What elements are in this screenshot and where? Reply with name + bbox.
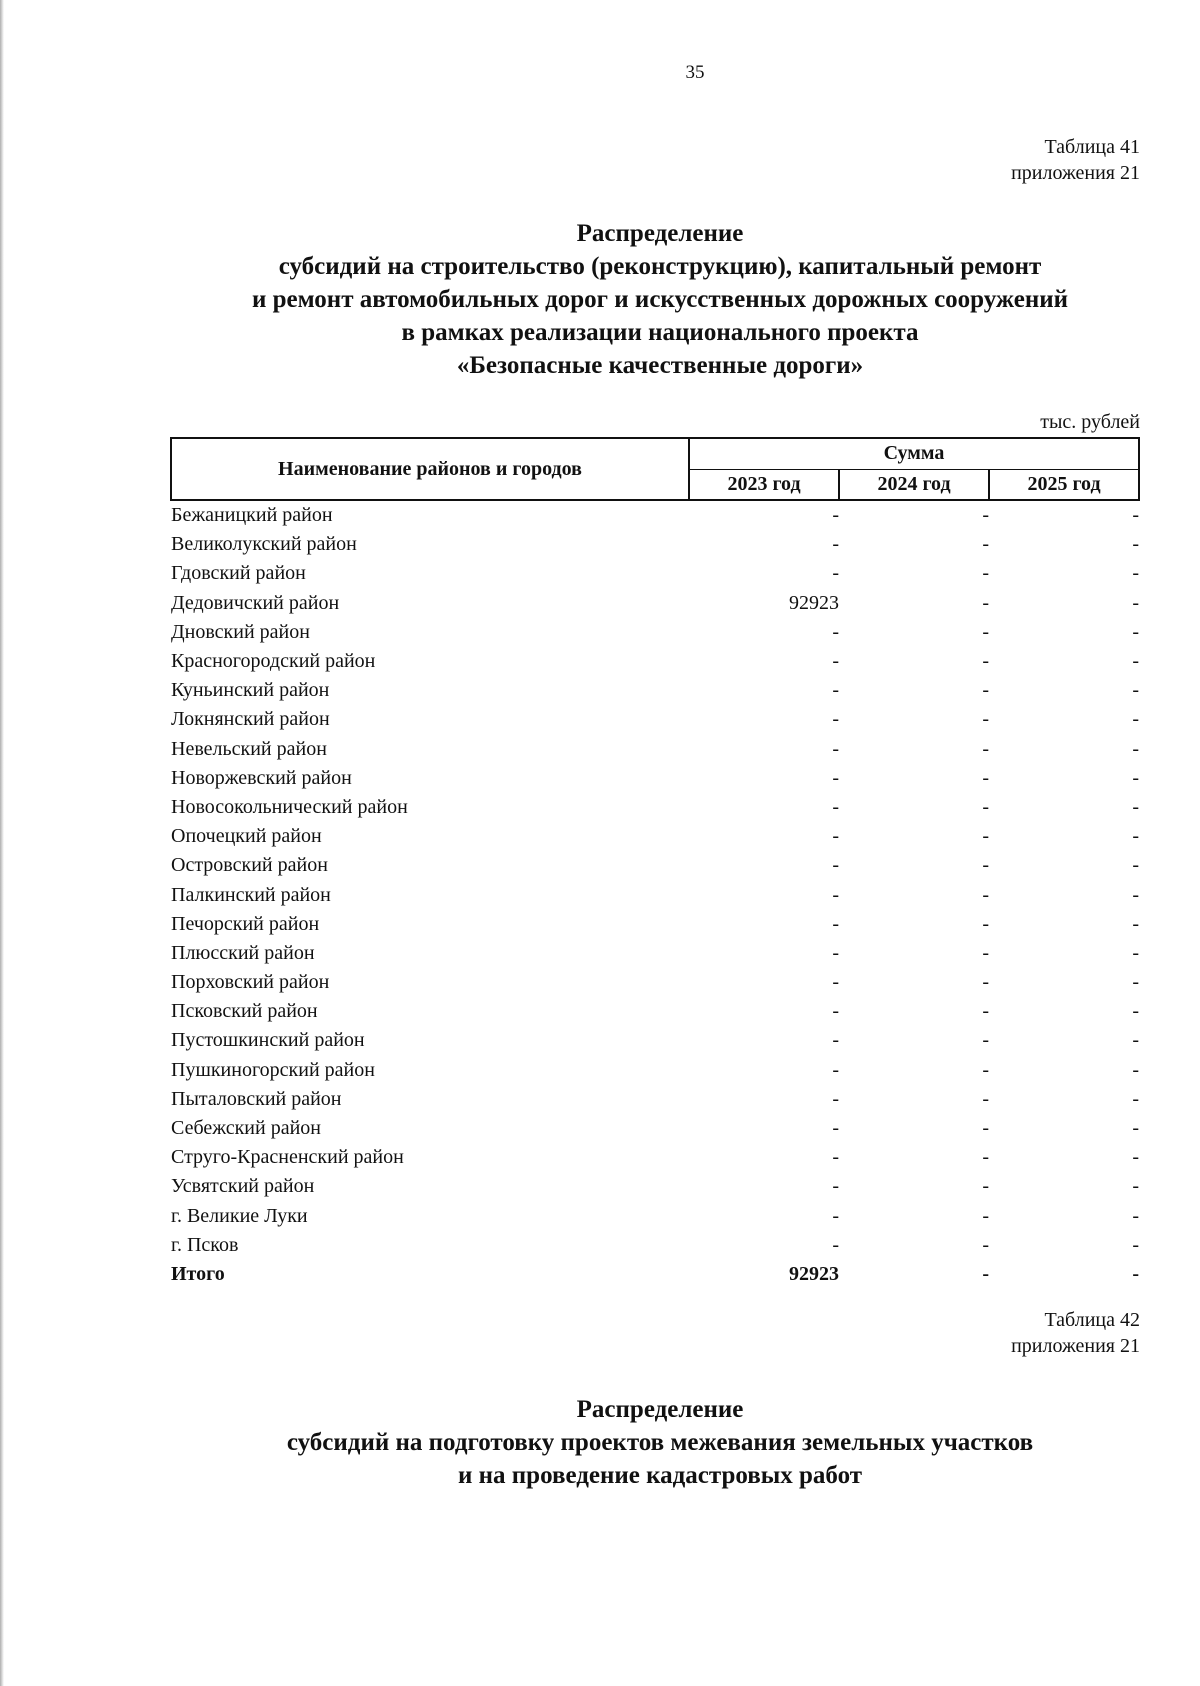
value-2023: - xyxy=(832,1146,839,1169)
value-2024: - xyxy=(982,1029,989,1052)
value-2025: - xyxy=(1132,650,1140,673)
table-row xyxy=(171,530,1139,559)
table-row xyxy=(171,997,1139,1026)
value-2023: - xyxy=(832,1058,839,1081)
value-2025: - xyxy=(1132,504,1140,527)
value-2023: - xyxy=(832,1029,839,1052)
table-row xyxy=(171,559,1139,588)
value-2023: - xyxy=(832,912,839,935)
table-row xyxy=(171,1026,1139,1055)
value-2023: 92923 xyxy=(789,591,839,614)
table-42-label: Таблица 42 xyxy=(1044,1309,1140,1331)
header-sum: Сумма xyxy=(689,438,1139,469)
value-2024: - xyxy=(982,679,989,702)
table-row xyxy=(171,1231,1139,1260)
value-2025: - xyxy=(1132,679,1140,702)
value-2023: - xyxy=(832,533,839,556)
header-name: Наименование районов и городов xyxy=(171,438,689,500)
district-name: Куньинский район xyxy=(171,679,330,702)
value-2023: - xyxy=(832,679,839,702)
table-row xyxy=(171,735,1139,764)
table-row xyxy=(171,968,1139,997)
value-2024: - xyxy=(982,504,989,527)
value-2023: - xyxy=(832,766,839,789)
district-name: г. Псков xyxy=(171,1233,239,1256)
table-41-appendix: приложения 21 xyxy=(1011,162,1140,184)
table-row xyxy=(171,647,1139,676)
title-line: Распределение xyxy=(576,1396,744,1423)
title-line: субсидий на подготовку проектов межевания земельных участков xyxy=(286,1429,1034,1456)
table-42-appendix: приложения 21 xyxy=(1011,1335,1140,1357)
title-line: субсидий на строительство (реконструкцию), капитальный ремонт xyxy=(278,253,1042,280)
table-41-title xyxy=(150,217,1170,382)
value-2025: - xyxy=(1132,1058,1140,1081)
title-line: и ремонт автомобильных дорог и искусственных дорожных сооружений xyxy=(251,286,1069,313)
page-number: 35 xyxy=(685,62,705,83)
value-2025: - xyxy=(1132,1175,1140,1198)
header-year-2025: 2025 год xyxy=(989,469,1139,500)
value-2024: - xyxy=(982,1000,989,1023)
table-row xyxy=(171,939,1139,968)
value-2025: - xyxy=(1132,912,1140,935)
table-row xyxy=(171,1202,1139,1231)
value-2024: - xyxy=(982,1204,989,1227)
title-line: в рамках реализации национального проекта xyxy=(401,319,919,346)
value-2024: - xyxy=(982,708,989,731)
value-2025: - xyxy=(1132,941,1140,964)
table-row xyxy=(171,1143,1139,1172)
value-2024: - xyxy=(982,620,989,643)
district-name: г. Великие Луки xyxy=(171,1204,308,1227)
table-row xyxy=(171,500,1139,530)
value-2023: - xyxy=(832,971,839,994)
table-row xyxy=(171,851,1139,880)
value-2024: - xyxy=(982,562,989,585)
value-2024: - xyxy=(982,766,989,789)
table-row xyxy=(171,589,1139,618)
total-2024: - xyxy=(982,1262,989,1285)
value-2025: - xyxy=(1132,1204,1140,1227)
value-2024: - xyxy=(982,1058,989,1081)
value-2025: - xyxy=(1132,854,1140,877)
district-name: Невельский район xyxy=(171,737,327,760)
value-2023: - xyxy=(832,941,839,964)
title-line: «Безопасные качественные дороги» xyxy=(456,352,864,379)
value-2023: - xyxy=(832,1175,839,1198)
value-2023: - xyxy=(832,1087,839,1110)
district-name: Бежаницкий район xyxy=(171,504,333,527)
value-2025: - xyxy=(1132,533,1140,556)
value-2024: - xyxy=(982,737,989,760)
district-name: Порховский район xyxy=(171,971,330,994)
value-2025: - xyxy=(1132,1000,1140,1023)
value-2024: - xyxy=(982,1087,989,1110)
district-name: Новоржевский район xyxy=(171,766,352,789)
value-2023: - xyxy=(832,825,839,848)
title-line: и на проведение кадастровых работ xyxy=(457,1462,863,1489)
district-name: Дедовичский район xyxy=(171,591,340,614)
value-2025: - xyxy=(1132,1233,1140,1256)
table-row xyxy=(171,1172,1139,1201)
district-name: Плюсский район xyxy=(171,941,315,964)
value-2023: - xyxy=(832,1117,839,1140)
value-2023: - xyxy=(832,854,839,877)
table-row xyxy=(171,910,1139,939)
value-2023: - xyxy=(832,1233,839,1256)
table-row xyxy=(171,1114,1139,1143)
value-2024: - xyxy=(982,650,989,673)
district-name: Опочецкий район xyxy=(171,825,322,848)
district-name: Красногородский район xyxy=(171,650,376,673)
district-name: Струго-Красненский район xyxy=(171,1146,404,1169)
value-2024: - xyxy=(982,1146,989,1169)
table-row xyxy=(171,676,1139,705)
table-42-reference xyxy=(1011,1307,1140,1359)
district-name: Локнянский район xyxy=(171,708,330,731)
table-41-reference xyxy=(1011,134,1140,186)
table-row xyxy=(171,822,1139,851)
value-2023: - xyxy=(832,708,839,731)
district-name: Дновский район xyxy=(171,620,310,643)
value-2025: - xyxy=(1132,1029,1140,1052)
total-2025: - xyxy=(1132,1262,1140,1285)
value-2024: - xyxy=(982,795,989,818)
units-label: тыс. рублей xyxy=(1040,411,1140,433)
table-row xyxy=(171,764,1139,793)
value-2025: - xyxy=(1132,737,1140,760)
value-2025: - xyxy=(1132,562,1140,585)
title-line: Распределение xyxy=(576,220,744,247)
value-2024: - xyxy=(982,1175,989,1198)
value-2025: - xyxy=(1132,766,1140,789)
district-name: Новосокольнический район xyxy=(171,795,408,818)
table-row xyxy=(171,1085,1139,1114)
value-2023: - xyxy=(832,620,839,643)
table-42-title xyxy=(150,1393,1170,1492)
value-2025: - xyxy=(1132,971,1140,994)
table-row xyxy=(171,705,1139,734)
scan-edge xyxy=(0,0,4,1686)
value-2025: - xyxy=(1132,1117,1140,1140)
value-2025: - xyxy=(1132,1146,1140,1169)
value-2023: - xyxy=(832,650,839,673)
district-name: Палкинский район xyxy=(171,883,331,906)
district-name: Пыталовский район xyxy=(171,1087,342,1110)
value-2023: - xyxy=(832,504,839,527)
total-2023: 92923 xyxy=(789,1262,839,1285)
district-name: Печорский район xyxy=(171,912,320,935)
value-2025: - xyxy=(1132,708,1140,731)
value-2023: - xyxy=(832,1000,839,1023)
value-2024: - xyxy=(982,825,989,848)
district-name: Островский район xyxy=(171,854,328,877)
value-2024: - xyxy=(982,912,989,935)
table-row xyxy=(171,1056,1139,1085)
value-2025: - xyxy=(1132,883,1140,906)
header-year-2024: 2024 год xyxy=(839,469,989,500)
value-2024: - xyxy=(982,854,989,877)
total-label: Итого xyxy=(171,1262,225,1285)
value-2024: - xyxy=(982,971,989,994)
table-row xyxy=(171,793,1139,822)
value-2025: - xyxy=(1132,825,1140,848)
value-2024: - xyxy=(982,533,989,556)
district-name: Усвятский район xyxy=(171,1175,315,1198)
distribution-table xyxy=(170,437,1140,1289)
table-row xyxy=(171,618,1139,647)
value-2024: - xyxy=(982,591,989,614)
district-name: Гдовский район xyxy=(171,562,306,585)
district-name: Великолукский район xyxy=(171,533,357,556)
value-2023: - xyxy=(832,737,839,760)
value-2024: - xyxy=(982,1117,989,1140)
table-41-label: Таблица 41 xyxy=(1044,136,1140,158)
table-row xyxy=(171,880,1139,909)
total-row xyxy=(171,1260,1139,1289)
header-year-2023: 2023 год xyxy=(689,469,839,500)
district-name: Псковский район xyxy=(171,1000,318,1023)
value-2025: - xyxy=(1132,795,1140,818)
value-2023: - xyxy=(832,883,839,906)
value-2023: - xyxy=(832,1204,839,1227)
value-2023: - xyxy=(832,562,839,585)
value-2025: - xyxy=(1132,1087,1140,1110)
value-2025: - xyxy=(1132,620,1140,643)
district-name: Пустошкинский район xyxy=(171,1029,365,1052)
district-name: Себежский район xyxy=(171,1117,321,1140)
value-2023: - xyxy=(832,795,839,818)
table-body xyxy=(171,500,1139,1289)
value-2025: - xyxy=(1132,591,1140,614)
value-2024: - xyxy=(982,1233,989,1256)
value-2024: - xyxy=(982,883,989,906)
value-2024: - xyxy=(982,941,989,964)
district-name: Пушкиногорский район xyxy=(171,1058,375,1081)
